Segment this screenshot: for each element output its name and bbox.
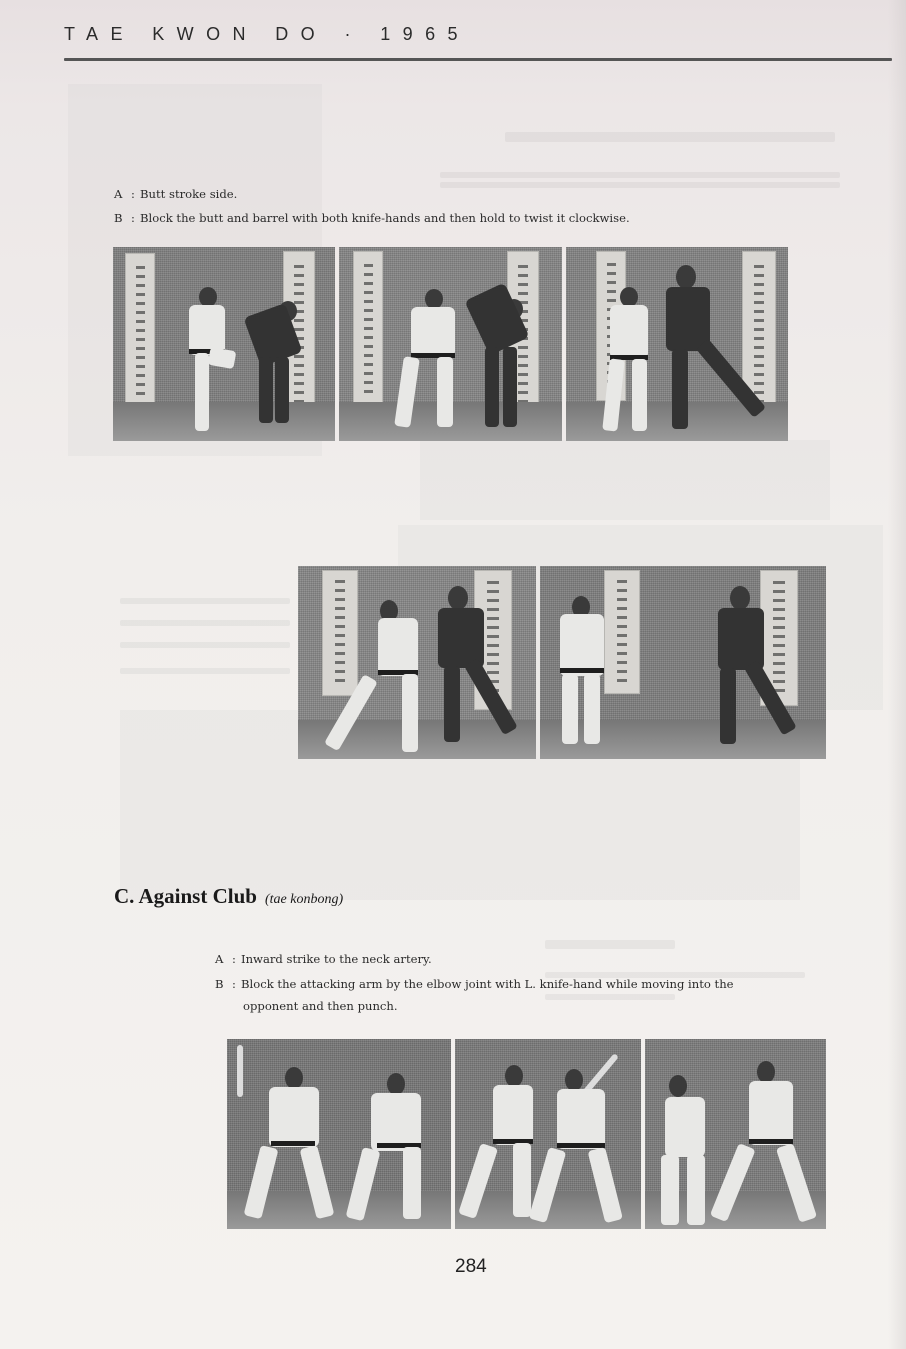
hanging-scroll — [353, 251, 383, 411]
caption-a — [114, 187, 237, 201]
running-header: TAE KWON DO · 1965 — [64, 24, 470, 44]
figure-dark-suit — [243, 297, 303, 427]
page-number: 284 — [455, 1256, 487, 1277]
figure-white-gi — [183, 287, 233, 437]
bayonet-photo-1 — [113, 247, 335, 441]
club-photo-1 — [227, 1039, 451, 1229]
caption-label: B — [215, 977, 224, 991]
caption-label: A — [215, 952, 224, 966]
bleed-through-block — [420, 440, 830, 520]
figure-dark-suit — [690, 586, 800, 746]
header-rule — [64, 58, 892, 61]
bleed-through-text — [505, 132, 835, 142]
club-photo-2 — [455, 1039, 641, 1229]
bleed-through-text — [120, 620, 290, 626]
figure-white-gi — [596, 287, 666, 437]
bayonet-photo-5 — [540, 566, 826, 759]
caption-text: Block the butt and barrel with both knife-hands and then hold to twist it clockwise. — [140, 211, 630, 225]
club-photo-3 — [645, 1039, 826, 1229]
caption-colon: : — [131, 211, 135, 225]
figure-white-gi — [241, 1067, 331, 1223]
figure-white-gi — [552, 596, 612, 746]
figure-dark-suit — [666, 265, 776, 435]
caption-b — [114, 211, 630, 225]
figure-dark-suit — [428, 586, 518, 746]
figure-white-gi — [334, 600, 434, 750]
figure-white-gi — [543, 1069, 633, 1225]
section-title: C. Against Club — [114, 884, 257, 908]
bleed-through-text — [120, 668, 290, 674]
bleed-through-text — [545, 994, 675, 1000]
bayonet-photo-4 — [298, 566, 536, 759]
club-caption-a — [215, 952, 432, 966]
caption-label: A — [114, 187, 123, 201]
bayonet-photo-3 — [566, 247, 788, 441]
caption-colon: : — [232, 952, 236, 966]
club-caption-b-continuation: opponent and then punch. — [243, 999, 398, 1013]
section-heading-club — [114, 884, 343, 909]
page-edge-shadow — [888, 0, 906, 1349]
figure-white-gi — [347, 1073, 437, 1223]
bleed-through-text — [440, 172, 840, 178]
figure-white-gi — [715, 1061, 815, 1225]
figure-white-gi — [397, 289, 477, 429]
bleed-through-text — [120, 642, 290, 648]
figure-dark-suit — [469, 283, 529, 433]
caption-text: Inward strike to the neck artery. — [241, 952, 432, 966]
caption-label: B — [114, 211, 123, 225]
caption-colon: : — [131, 187, 135, 201]
bleed-through-text — [120, 598, 290, 604]
caption-text: Butt stroke side. — [140, 187, 238, 201]
section-subtitle-korean: (tae konbong) — [264, 892, 344, 907]
hanging-scroll — [125, 253, 155, 413]
caption-colon: : — [232, 977, 236, 991]
club-caption-b — [215, 977, 734, 991]
bleed-through-text — [440, 182, 840, 188]
bayonet-photo-2 — [339, 247, 562, 441]
caption-text: Block the attacking arm by the elbow joint with L. knife-hand while moving into the — [241, 977, 734, 991]
bleed-through-text — [545, 940, 675, 949]
